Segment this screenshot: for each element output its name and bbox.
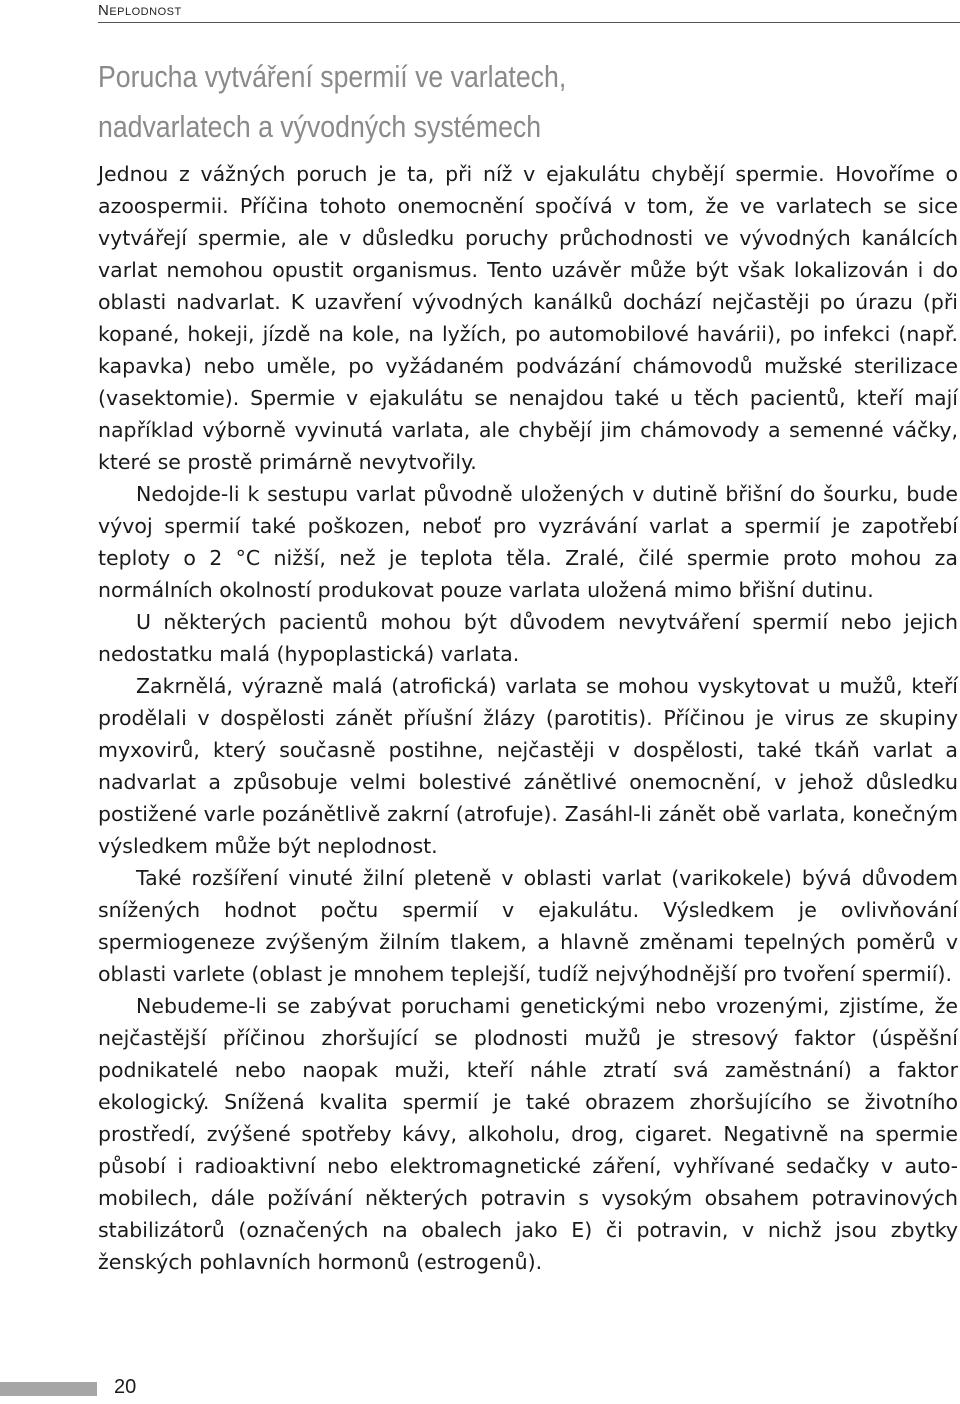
page-number-bar — [0, 1382, 97, 1396]
paragraph-3: U některých pacientů mohou být důvodem nevytváření spermií nebo jejich nedostatku malá (hypoplastická) varlata. — [98, 610, 958, 666]
header-rule — [98, 22, 960, 23]
paragraph-2: Nedojde-li k sestupu varlat původně uložených v dutině břišní do šourku, bude vývoj spermií také poškozen, neboť pro vyzrávání varlat a spermií je zapotřebí teploty o 2 °C nižší, než je teplota těla. Zralé, čilé spermie proto mohou za normálních okolností produkovat pouze varlata uložená mimo břišní dutinu. — [98, 482, 958, 602]
paragraph-6: Nebudeme-li se zabývat poruchami genetickými nebo vrozenými, zjistíme, že nejčastější příčinou zhoršující se plodnosti mužů je stresový faktor (úspěšní podnikatelé nebo naopak muži, kteří náhle ztratí svá zaměstnání) a faktor ekologický. Snížená kvalita spermií je také obrazem zhoršujícího se životního prostředí, zvýšené spotřeby kávy, alkoholu, drog, cigaret. Negativně na spermie působí i radioaktivní nebo elektromagnetické záření, vyhřívané sedačky v automobilech, dále požívání některých potravin s vysokým obsahem potravinových stabilizátorů (označených na obalech jako E) či potravin, v nichž jsou zbytky ženských pohlavních hormonů (estrogenů). — [98, 994, 958, 1274]
paragraph-5: Také rozšíření vinuté žilní pleteně v oblasti varlat (varikokele) bývá důvodem snížených hodnot počtu spermií v ejakulátu. Výsledkem je ovlivňování spermiogeneze zvýšeným žilním tlakem, a hlavně změnami tepelných poměrů v oblasti varlete (oblast je mnohem teplejší, tudíž nejvýhodnější pro tvoření spermií). — [98, 866, 958, 986]
section-title-line-2: nadvarlatech a vývodných systémech — [98, 109, 542, 144]
section-title — [98, 52, 803, 152]
paragraph-4: Zakrnělá, výrazně malá (atrofická) varlata se mohou vyskytovat u mužů, kteří prodělali v dospělosti zánět příušní žlázy (parotitis). Příčinou je virus ze skupiny myxovirů, který současně postihne, nejčastěji v dospělosti, také tkáň varlat a nadvarlat a způsobuje velmi bolestivé zánětlivé onemocnění, v jehož důsledku postižené varle pozánětlivě zakrní (atrofuje). Zasáhl-li zánět obě varlata, konečným výsledkem může být neplodnost. — [98, 674, 958, 858]
paragraph-1: Jednou z vážných poruch je ta, při níž v ejakulátu chybějí spermie. Hovoříme o azoospermii. Příčina tohoto onemocnění spočívá v tom, že ve varlatech se sice vytvářejí spermie, ale v důsledku poruchy průchodnosti ve vývodných kanálcích varlat nemohou opustit organismus. Tento uzávěr může být však lokalizován i do oblasti nadvarlat. K uzavření vývodných kanálků dochází nejčastěji po úrazu (při kopané, hokeji, jízdě na kole, na lyžích, po automobilové havárii), po infekci (např. kapavka) nebo uměle, po vyžádaném podvázání chámovodů mužské sterilizace (vasektomie). Spermie v ejakulátu se nenajdou také u těch pacientů, kteří mají například výborně vyvinutá varlata, ale chybějí jim chámovody a semenné váčky, které se prostě primárně nevytvořily. — [98, 162, 958, 474]
running-head: Neplodnost — [98, 2, 182, 19]
body-text — [98, 158, 958, 1278]
section-title-line-1: Porucha vytváření spermií ve varlatech, — [98, 59, 567, 94]
page-number: 20 — [114, 1376, 137, 1398]
